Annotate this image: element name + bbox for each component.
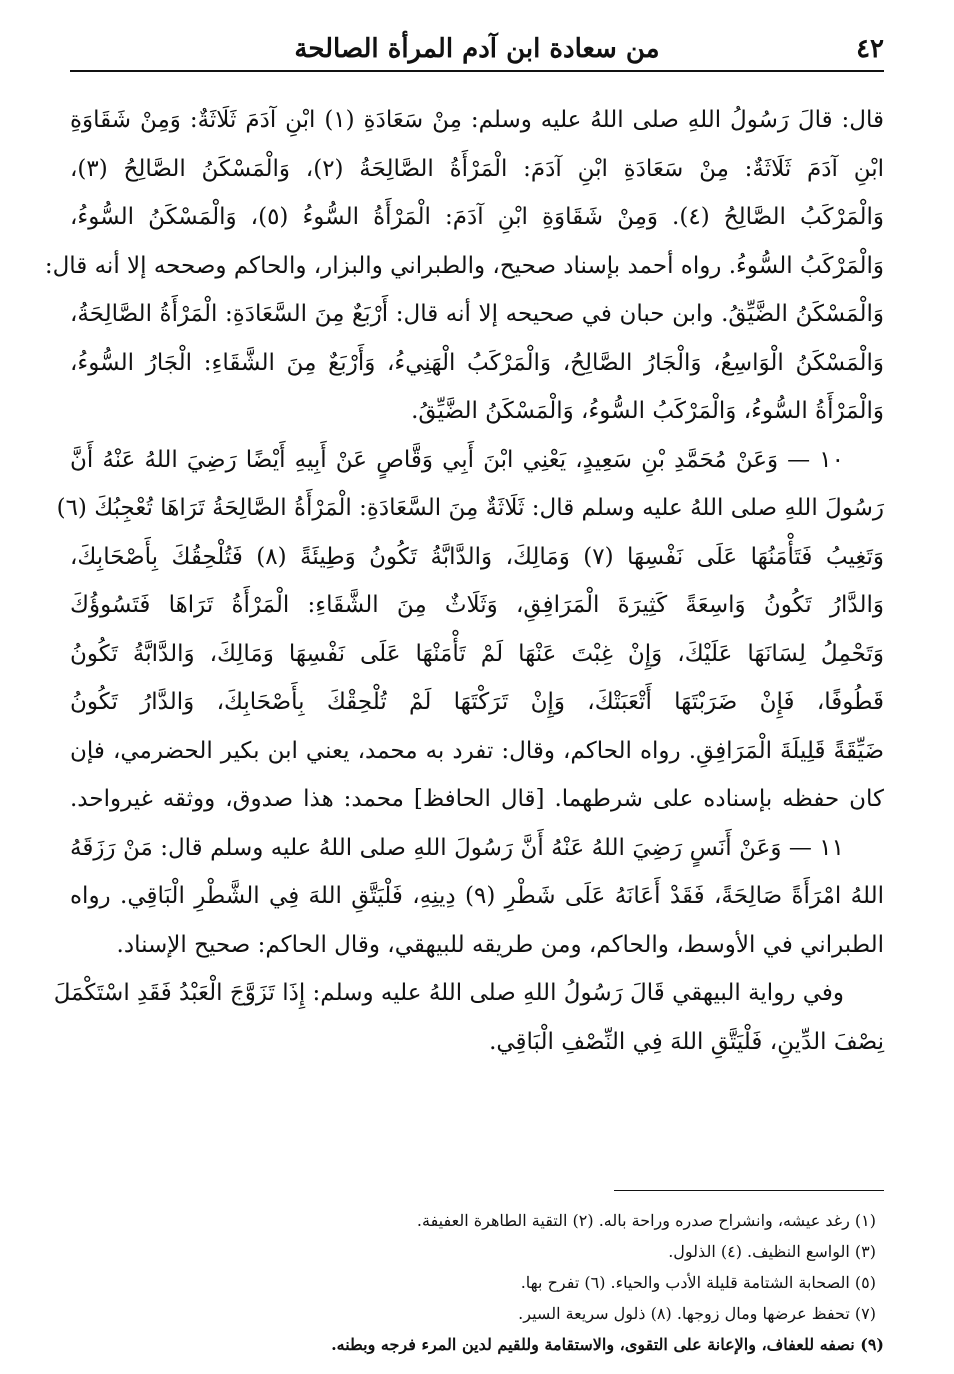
footnote-line: (٩) نصفه للعفاف، والإعانة على التقوى، والاستقامة وللقيم لدين المرء فرجه وبطنه. bbox=[331, 1335, 884, 1354]
hadith-11-start: ١١ — وَعَنْ أَنَسٍ رَضِيَ اللهُ عَنْهُ أَنَّ رَسُولَ اللهِ صلى اللهُ عليه وسلم قال: مَنْ رَزَقَهُ bbox=[70, 834, 844, 861]
footnote-line: (٣) الواسع النظيف. (٤) الذلول. bbox=[668, 1242, 876, 1261]
text-line: رَسُولَ اللهِ صلى اللهُ عليه وسلم قال: ثَلَاثَةٌ مِنَ السَّعَادَةِ: الْمَرْأَةُ الصَّالِحَةُ تَرَاهَا تُعْجِبُكَ (٦) bbox=[56, 495, 884, 521]
text-line: وَتَحْمِلُ لِسَانَهَا عَلَيْكَ، وَإِنْ غِبْتَ عَنْهَا لَمْ تَأْمَنْهَا عَلَى نَفْسِهَا وَمَالِكَ، وَالدَّابَّةُ تَكُونُ bbox=[70, 640, 884, 667]
footnote-line: (٧) تحفظ عرضها ومال زوجها. (٨) ذلول سريعة السير. bbox=[518, 1304, 876, 1323]
text-line: كان حفظه بإسناده على شرطهما. [قال الحافظ] محمد: هذا صدوق، ووثقه غيرواحد. bbox=[70, 786, 884, 812]
text-line: الطبراني في الأوسط، والحاكم، ومن طريقه للبيهقي، وقال الحاكم: صحيح الإسناد. bbox=[116, 931, 884, 958]
text-line: وَتَغِيبُ فَتَأْمَنُهَا عَلَى نَفْسِهَا (٧) وَمَالِكَ، وَالدَّابَّةُ تَكُونُ وَطِيئَةً (٨) فَتُلْحِقُكَ بِأَصْحَابِكَ، bbox=[70, 543, 884, 570]
hadith-10-start: ١٠ — وَعَنْ مُحَمَّدِ بْنِ سَعِيدٍ، يَعْنِي ابْنَ أَبِي وَقَّاصٍ عَنْ أَبِيهِ أَيْضًا رَضِيَ اللهُ عَنْهُ أَنَّ bbox=[70, 446, 844, 473]
text-line: وَالْمَسْكَنُ الْوَاسِعُ، وَالْجَارُ الصَّالِحُ، وَالْمَرْكَبُ الْهَنِيءُ، وَأَرْبَعٌ مِنَ الشَّقَاءِ: الْجَارُ السُّوءُ، bbox=[70, 349, 884, 376]
text-line: وَالْمَرْكَبُ الصَّالِحُ (٤). وَمِنْ شَقَاوَةِ ابْنِ آدَمَ: الْمَرْأَةُ السُّوءُ (٥)، وَالْمَسْكَنُ السُّوءُ، bbox=[70, 204, 884, 230]
text-line: نِصْفَ الدِّينِ، فَلْيَتَّقِ اللهَ فِي النِّصْفِ الْبَاقِي. bbox=[489, 1028, 884, 1055]
page-number: ٤٢ bbox=[856, 34, 884, 64]
running-title: من سعادة ابن آدم المرأة الصالحة bbox=[294, 34, 660, 64]
text-line: قال: قالَ رَسُولُ اللهِ صلى اللهُ عليه وسلم: مِنْ سَعَادَةِ (١) ابْنِ آدَمَ ثَلَاثَةٌ: وَمِنْ شَقَاوَةِ bbox=[70, 107, 884, 133]
text-line: ابْنِ آدَمَ ثَلَاثَةٌ: مِنْ سَعَادَةِ ابْنِ آدَمَ: الْمَرْأَةُ الصَّالِحَةُ (٢)، وَالْمَسْكَنُ الصَّالِحُ (٣)، bbox=[70, 155, 884, 182]
text-line: قَطُوفًا، فَإِنْ ضَرَبْتَهَا أَتْعَبَتْكَ، وَإِنْ تَرَكْتَهَا لَمْ تُلْحِقْكَ بِأَصْحَابِكَ، وَالدَّارُ تَكُونُ bbox=[70, 689, 884, 715]
text-line: وَالدَّارُ تَكُونُ وَاسِعَةً كَثِيرَةَ الْمَرَافِقِ، وَثَلَاثٌ مِنَ الشَّقَاءِ: الْمَرْأَةُ تَرَاهَا فَتَسُوؤُكَ bbox=[70, 592, 884, 618]
bayhaqi-narration-start: وفي رواية البيهقي قَالَ رَسُولُ اللهِ صلى اللهُ عليه وسلم: إِذَا تَزَوَّجَ الْعَبْدُ فَقَدِ اسْتَكْمَلَ bbox=[53, 980, 844, 1006]
footnote-line: (١) رغد عيشه، وانشراح صدره وراحة باله. (٢) التقية الطاهرة العفيفة. bbox=[416, 1211, 876, 1230]
text-line: وَالْمَسْكَنُ الضَّيِّقُ. وابن حبان في صحيحه إلا أنه قال: أَرْبَعٌ مِنَ السَّعَادَةِ: الْمَرْأَةُ الصَّالِحَةُ، bbox=[70, 301, 884, 327]
text-line: وَالْمَرْأَةُ السُّوءُ، وَالْمَرْكَبُ السُّوءُ، وَالْمَسْكَنُ الضَّيِّقُ. bbox=[411, 398, 884, 424]
text-line: ضَيِّقَةً قَلِيلَةَ الْمَرَافِقِ. رواه الحاكم، وقال: تفرد به محمد، يعني ابن بكير الحضرمي، فإن bbox=[70, 737, 884, 764]
header-rule bbox=[70, 70, 884, 72]
footnote-line: (٥) الصحابة الشتامة قليلة الأدب والحياء. (٦) تفرح بها. bbox=[520, 1273, 876, 1292]
page-header bbox=[70, 28, 884, 72]
footnote-separator bbox=[614, 1190, 884, 1191]
body-text bbox=[44, 96, 885, 1066]
text-line: وَالْمَرْكَبُ السُّوءُ. رواه أحمد بإسناد صحيح، والطبراني والبزار، والحاكم وصححه إلا أنه قال: bbox=[44, 252, 884, 279]
text-line: اللهُ امْرَأَةً صَالِحَةً، فَقَدْ أَعَانَهُ عَلَى شَطْرِ (٩) دِينِهِ، فَلْيَتَّقِ اللهَ فِي الشَّطْرِ الْبَاقِي. رواه bbox=[70, 883, 885, 909]
footnotes bbox=[70, 1205, 884, 1360]
